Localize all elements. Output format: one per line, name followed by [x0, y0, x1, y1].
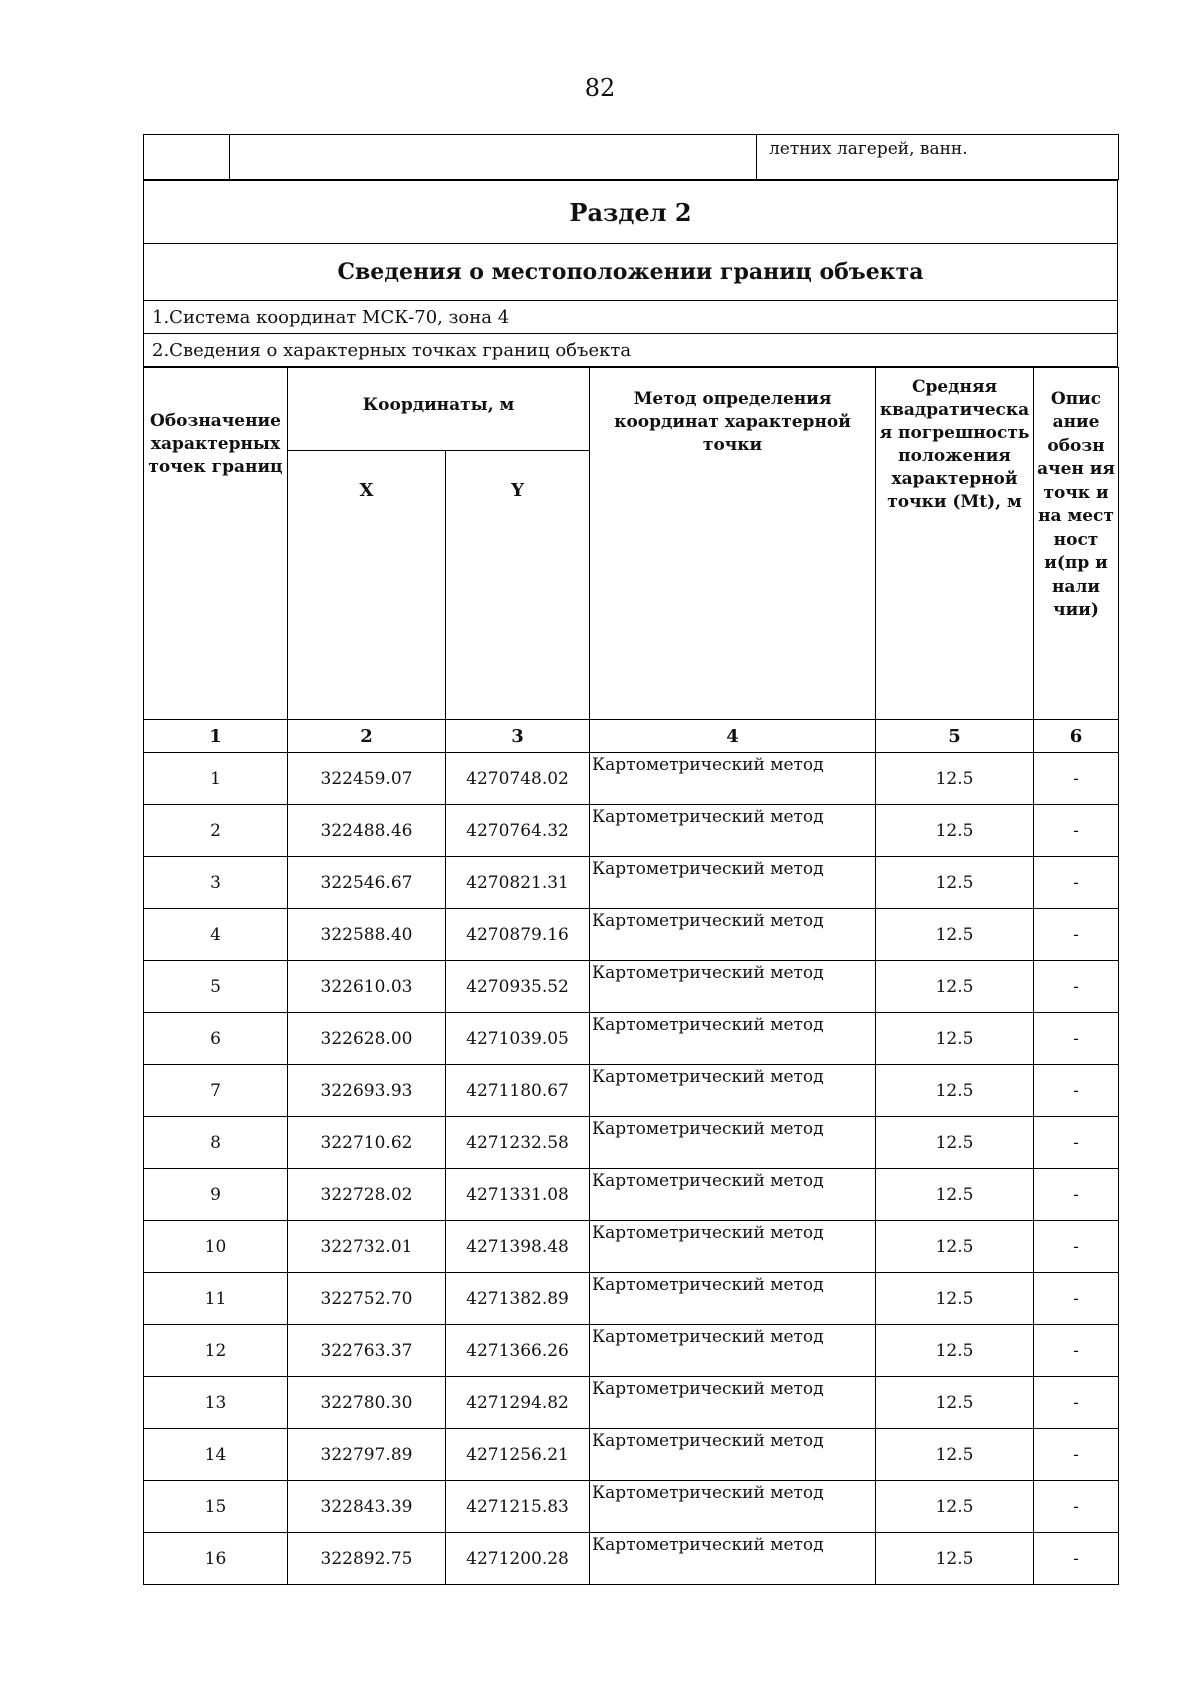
continuation-text: летних лагерей, ванн.: [769, 139, 968, 159]
point-number: 13: [144, 1377, 288, 1429]
continuation-table: [143, 134, 1119, 180]
table-row: [144, 1273, 1119, 1325]
y-coordinate: 4271294.82: [446, 1377, 590, 1429]
point-number: 8: [144, 1117, 288, 1169]
point-number: 2: [144, 805, 288, 857]
x-coordinate: 322488.46: [288, 805, 446, 857]
table-row: [144, 1221, 1119, 1273]
point-number: 3: [144, 857, 288, 909]
method: Картометрический метод: [590, 805, 876, 857]
continuation-row: [144, 135, 1119, 180]
document-sheet: [143, 134, 1118, 1585]
x-coordinate: 322752.70: [288, 1273, 446, 1325]
description: -: [1034, 961, 1119, 1013]
table-row: [144, 909, 1119, 961]
description: -: [1034, 753, 1119, 805]
description: -: [1034, 1169, 1119, 1221]
x-coordinate: 322780.30: [288, 1377, 446, 1429]
method: Картометрический метод: [590, 1273, 876, 1325]
method: Картометрический метод: [590, 857, 876, 909]
method: Картометрический метод: [590, 753, 876, 805]
col-designation: Обозначение характерных точек границ: [144, 368, 288, 720]
points-table: [143, 367, 1119, 1585]
description: -: [1034, 909, 1119, 961]
y-coordinate: 4270764.32: [446, 805, 590, 857]
mean-error: 12.5: [876, 857, 1034, 909]
description: -: [1034, 1117, 1119, 1169]
table-row: [144, 1429, 1119, 1481]
description: -: [1034, 1273, 1119, 1325]
table-row: [144, 1169, 1119, 1221]
mean-error: 12.5: [876, 1273, 1034, 1325]
y-coordinate: 4270935.52: [446, 961, 590, 1013]
point-number: 15: [144, 1481, 288, 1533]
x-coordinate: 322732.01: [288, 1221, 446, 1273]
x-coordinate: 322588.40: [288, 909, 446, 961]
point-number: 6: [144, 1013, 288, 1065]
mean-error: 12.5: [876, 1117, 1034, 1169]
y-coordinate: 4271039.05: [446, 1013, 590, 1065]
column-number: 3: [446, 720, 590, 753]
method: Картометрический метод: [590, 961, 876, 1013]
col-description: Опис ание обозн ачен ия точк и на мест ност и(пр и нали чии): [1034, 368, 1119, 720]
x-coordinate: 322546.67: [288, 857, 446, 909]
point-number: 16: [144, 1533, 288, 1585]
x-coordinate: 322693.93: [288, 1065, 446, 1117]
y-coordinate: 4271398.48: [446, 1221, 590, 1273]
coord-system: 1.Система координат МСК-70, зона 4: [144, 301, 1118, 334]
point-number: 1: [144, 753, 288, 805]
section-header-table: [143, 180, 1118, 367]
method: Картометрический метод: [590, 1429, 876, 1481]
table-row: [144, 857, 1119, 909]
mean-error: 12.5: [876, 753, 1034, 805]
point-number: 5: [144, 961, 288, 1013]
y-coordinate: 4271215.83: [446, 1481, 590, 1533]
point-number: 10: [144, 1221, 288, 1273]
mean-error: 12.5: [876, 1013, 1034, 1065]
method: Картометрический метод: [590, 1221, 876, 1273]
description: -: [1034, 1533, 1119, 1585]
mean-error: 12.5: [876, 1221, 1034, 1273]
method: Картометрический метод: [590, 1533, 876, 1585]
section-subtitle: Сведения о местоположении границ объекта: [144, 244, 1118, 301]
point-number: 11: [144, 1273, 288, 1325]
table-row: [144, 1065, 1119, 1117]
header-row: [144, 368, 1119, 451]
mean-error: 12.5: [876, 1325, 1034, 1377]
table-row: [144, 1377, 1119, 1429]
method: Картометрический метод: [590, 1013, 876, 1065]
column-number: 2: [288, 720, 446, 753]
column-number: 4: [590, 720, 876, 753]
method: Картометрический метод: [590, 1117, 876, 1169]
column-number-row: [144, 720, 1119, 753]
method: Картометрический метод: [590, 1065, 876, 1117]
y-coordinate: 4270879.16: [446, 909, 590, 961]
mean-error: 12.5: [876, 1377, 1034, 1429]
x-coordinate: 322628.00: [288, 1013, 446, 1065]
col-x: X: [288, 451, 446, 720]
description: -: [1034, 1429, 1119, 1481]
section-title: Раздел 2: [144, 181, 1118, 244]
y-coordinate: 4271232.58: [446, 1117, 590, 1169]
mean-error: 12.5: [876, 961, 1034, 1013]
mean-error: 12.5: [876, 909, 1034, 961]
method: Картометрический метод: [590, 1169, 876, 1221]
method: Картометрический метод: [590, 1377, 876, 1429]
description: -: [1034, 1221, 1119, 1273]
point-number: 7: [144, 1065, 288, 1117]
method: Картометрический метод: [590, 1325, 876, 1377]
x-coordinate: 322459.07: [288, 753, 446, 805]
x-coordinate: 322843.39: [288, 1481, 446, 1533]
table-row: [144, 1533, 1119, 1585]
y-coordinate: 4271366.26: [446, 1325, 590, 1377]
y-coordinate: 4271200.28: [446, 1533, 590, 1585]
description: -: [1034, 1325, 1119, 1377]
method: Картометрический метод: [590, 1481, 876, 1533]
x-coordinate: 322728.02: [288, 1169, 446, 1221]
description: -: [1034, 1013, 1119, 1065]
y-coordinate: 4270821.31: [446, 857, 590, 909]
mean-error: 12.5: [876, 805, 1034, 857]
description: -: [1034, 1065, 1119, 1117]
y-coordinate: 4271256.21: [446, 1429, 590, 1481]
point-number: 9: [144, 1169, 288, 1221]
points-rows: [144, 753, 1119, 1585]
x-coordinate: 322610.03: [288, 961, 446, 1013]
mean-error: 12.5: [876, 1065, 1034, 1117]
x-coordinate: 322892.75: [288, 1533, 446, 1585]
empty-cell: [230, 135, 757, 180]
table-row: [144, 1325, 1119, 1377]
x-coordinate: 322763.37: [288, 1325, 446, 1377]
description: -: [1034, 1377, 1119, 1429]
y-coordinate: 4270748.02: [446, 753, 590, 805]
col-y: Y: [446, 451, 590, 720]
y-coordinate: 4271382.89: [446, 1273, 590, 1325]
mean-error: 12.5: [876, 1481, 1034, 1533]
method: Картометрический метод: [590, 909, 876, 961]
mean-error: 12.5: [876, 1429, 1034, 1481]
continuation-cell: [757, 135, 1119, 180]
mean-error: 12.5: [876, 1169, 1034, 1221]
y-coordinate: 4271331.08: [446, 1169, 590, 1221]
table-row: [144, 805, 1119, 857]
column-number: 1: [144, 720, 288, 753]
col-coordinates: Координаты, м: [288, 368, 590, 451]
x-coordinate: 322710.62: [288, 1117, 446, 1169]
page-number: 82: [584, 74, 616, 102]
description: -: [1034, 805, 1119, 857]
point-number: 4: [144, 909, 288, 961]
description: -: [1034, 857, 1119, 909]
point-number: 12: [144, 1325, 288, 1377]
column-number: 6: [1034, 720, 1119, 753]
x-coordinate: 322797.89: [288, 1429, 446, 1481]
column-number: 5: [876, 720, 1034, 753]
col-error: Средняя квадратическа я погрешность положения характерной точки (Mt), м: [876, 368, 1034, 720]
description: -: [1034, 1481, 1119, 1533]
mean-error: 12.5: [876, 1533, 1034, 1585]
col-method: Метод определения координат характерной точки: [590, 368, 876, 720]
table-row: [144, 1013, 1119, 1065]
table-row: [144, 961, 1119, 1013]
table-row: [144, 1481, 1119, 1533]
empty-cell: [144, 135, 230, 180]
point-number: 14: [144, 1429, 288, 1481]
points-heading: 2.Сведения о характерных точках границ объекта: [144, 334, 1118, 367]
table-row: [144, 1117, 1119, 1169]
y-coordinate: 4271180.67: [446, 1065, 590, 1117]
table-row: [144, 753, 1119, 805]
